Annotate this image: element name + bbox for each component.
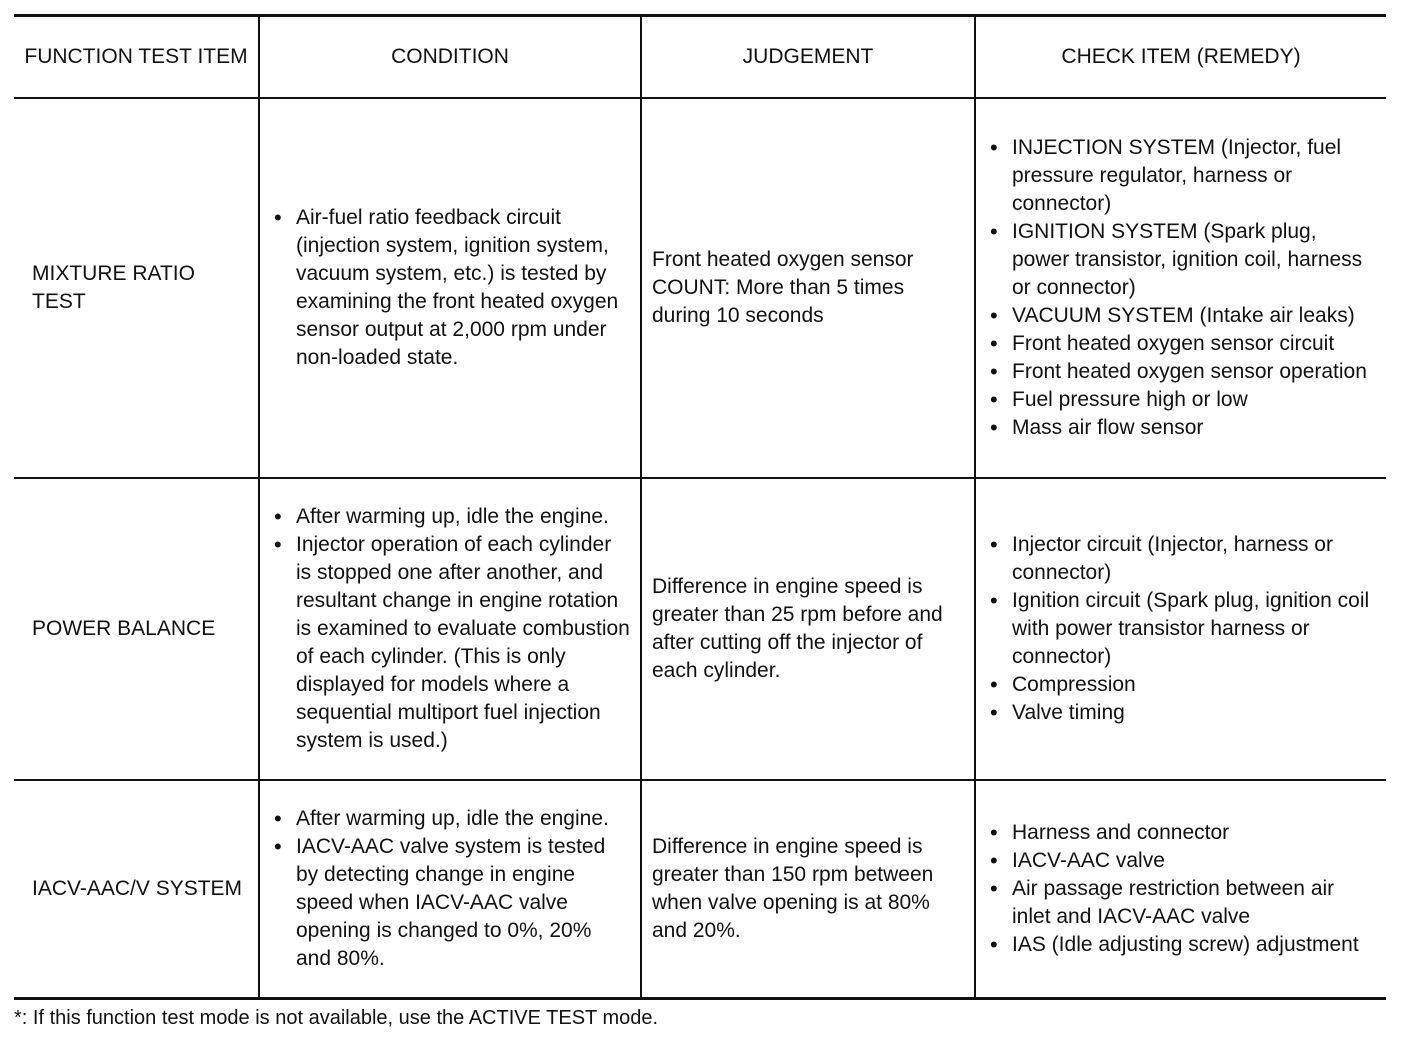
condition-cell — [259, 98, 641, 478]
check-item-bullet: • Valve timing — [986, 699, 1376, 727]
condition-bullet: • After warming up, idle the engine. — [270, 503, 630, 531]
judgement-cell: Difference in engine speed is greater than 25 rpm before and after cutting off the injector of each cylinder. — [641, 478, 975, 780]
judgement-cell: Front heated oxygen sensor COUNT: More than 5 times during 10 seconds — [641, 98, 975, 478]
check-item-bullet: • Mass air flow sensor — [986, 414, 1376, 442]
condition-bullet: • Air-fuel ratio feedback circuit (injection system, ignition system, vacuum system, etc.) is tested by examining the front heated oxygen sensor output at 2,000 rpm under non-loaded state. — [270, 204, 630, 372]
check-item-bullet: • Injector circuit (Injector, harness or connector) — [986, 531, 1376, 587]
check-item-bullet: • Compression — [986, 671, 1376, 699]
condition-cell — [259, 780, 641, 998]
check-item-list — [986, 134, 1376, 442]
condition-list — [270, 805, 630, 973]
check-item-bullet: • IAS (Idle adjusting screw) adjustment — [986, 931, 1376, 959]
condition-cell — [259, 478, 641, 780]
condition-list — [270, 204, 630, 372]
condition-bullet: • Injector operation of each cylinder is stopped one after another, and resultant change in engine rotation is examined to evaluate combustion of each cylinder. (This is only displayed for models where a sequential multiport fuel injection system is used.) — [270, 531, 630, 755]
check-item-list — [986, 819, 1376, 959]
header-check-item: CHECK ITEM (REMEDY) — [975, 16, 1386, 99]
check-item-list — [986, 531, 1376, 727]
function-test-item-cell: POWER BALANCE — [14, 478, 259, 780]
check-item-bullet: • INJECTION SYSTEM (Injector, fuel pressure regulator, harness or connector) — [986, 134, 1376, 218]
header-function-test-item: FUNCTION TEST ITEM — [14, 16, 259, 99]
table-row — [14, 478, 1386, 780]
footnote: *: If this function test mode is not available, use the ACTIVE TEST mode. — [14, 1007, 659, 1029]
check-item-bullet: • Front heated oxygen sensor circuit — [986, 330, 1376, 358]
table-row — [14, 780, 1386, 998]
check-item-bullet: • IACV-AAC valve — [986, 847, 1376, 875]
check-item-bullet: • Ignition circuit (Spark plug, ignition coil with power transistor harness or connector) — [986, 587, 1376, 671]
condition-bullet: • IACV-AAC valve system is tested by detecting change in engine speed when IACV-AAC valve opening is changed to 0%, 20% and 80%. — [270, 833, 630, 973]
function-test-item-cell: MIXTURE RATIO TEST — [14, 98, 259, 478]
check-item-bullet: • Air passage restriction between air inlet and IACV-AAC valve — [986, 875, 1376, 931]
table-row — [14, 98, 1386, 478]
header-condition: CONDITION — [259, 16, 641, 99]
function-test-item-cell: IACV-AAC/V SYSTEM — [32, 876, 243, 900]
table-header-row — [14, 16, 1386, 99]
check-item-bullet: • Front heated oxygen sensor operation — [986, 358, 1376, 386]
check-item-cell — [975, 478, 1386, 780]
condition-bullet: • After warming up, idle the engine. — [270, 805, 630, 833]
check-item-cell — [975, 780, 1386, 998]
check-item-bullet: • VACUUM SYSTEM (Intake air leaks) — [986, 302, 1376, 330]
check-item-cell — [975, 98, 1386, 478]
check-item-bullet: • Harness and connector — [986, 819, 1376, 847]
condition-list — [270, 503, 630, 755]
check-item-bullet: • IGNITION SYSTEM (Spark plug, power transistor, ignition coil, harness or connector) — [986, 218, 1376, 302]
check-item-bullet: • Fuel pressure high or low — [986, 386, 1376, 414]
function-test-table — [14, 14, 1386, 1000]
judgement-cell: Difference in engine speed is greater than 150 rpm between when valve opening is at 80% and 20%. — [641, 780, 975, 998]
header-judgement: JUDGEMENT — [641, 16, 975, 99]
